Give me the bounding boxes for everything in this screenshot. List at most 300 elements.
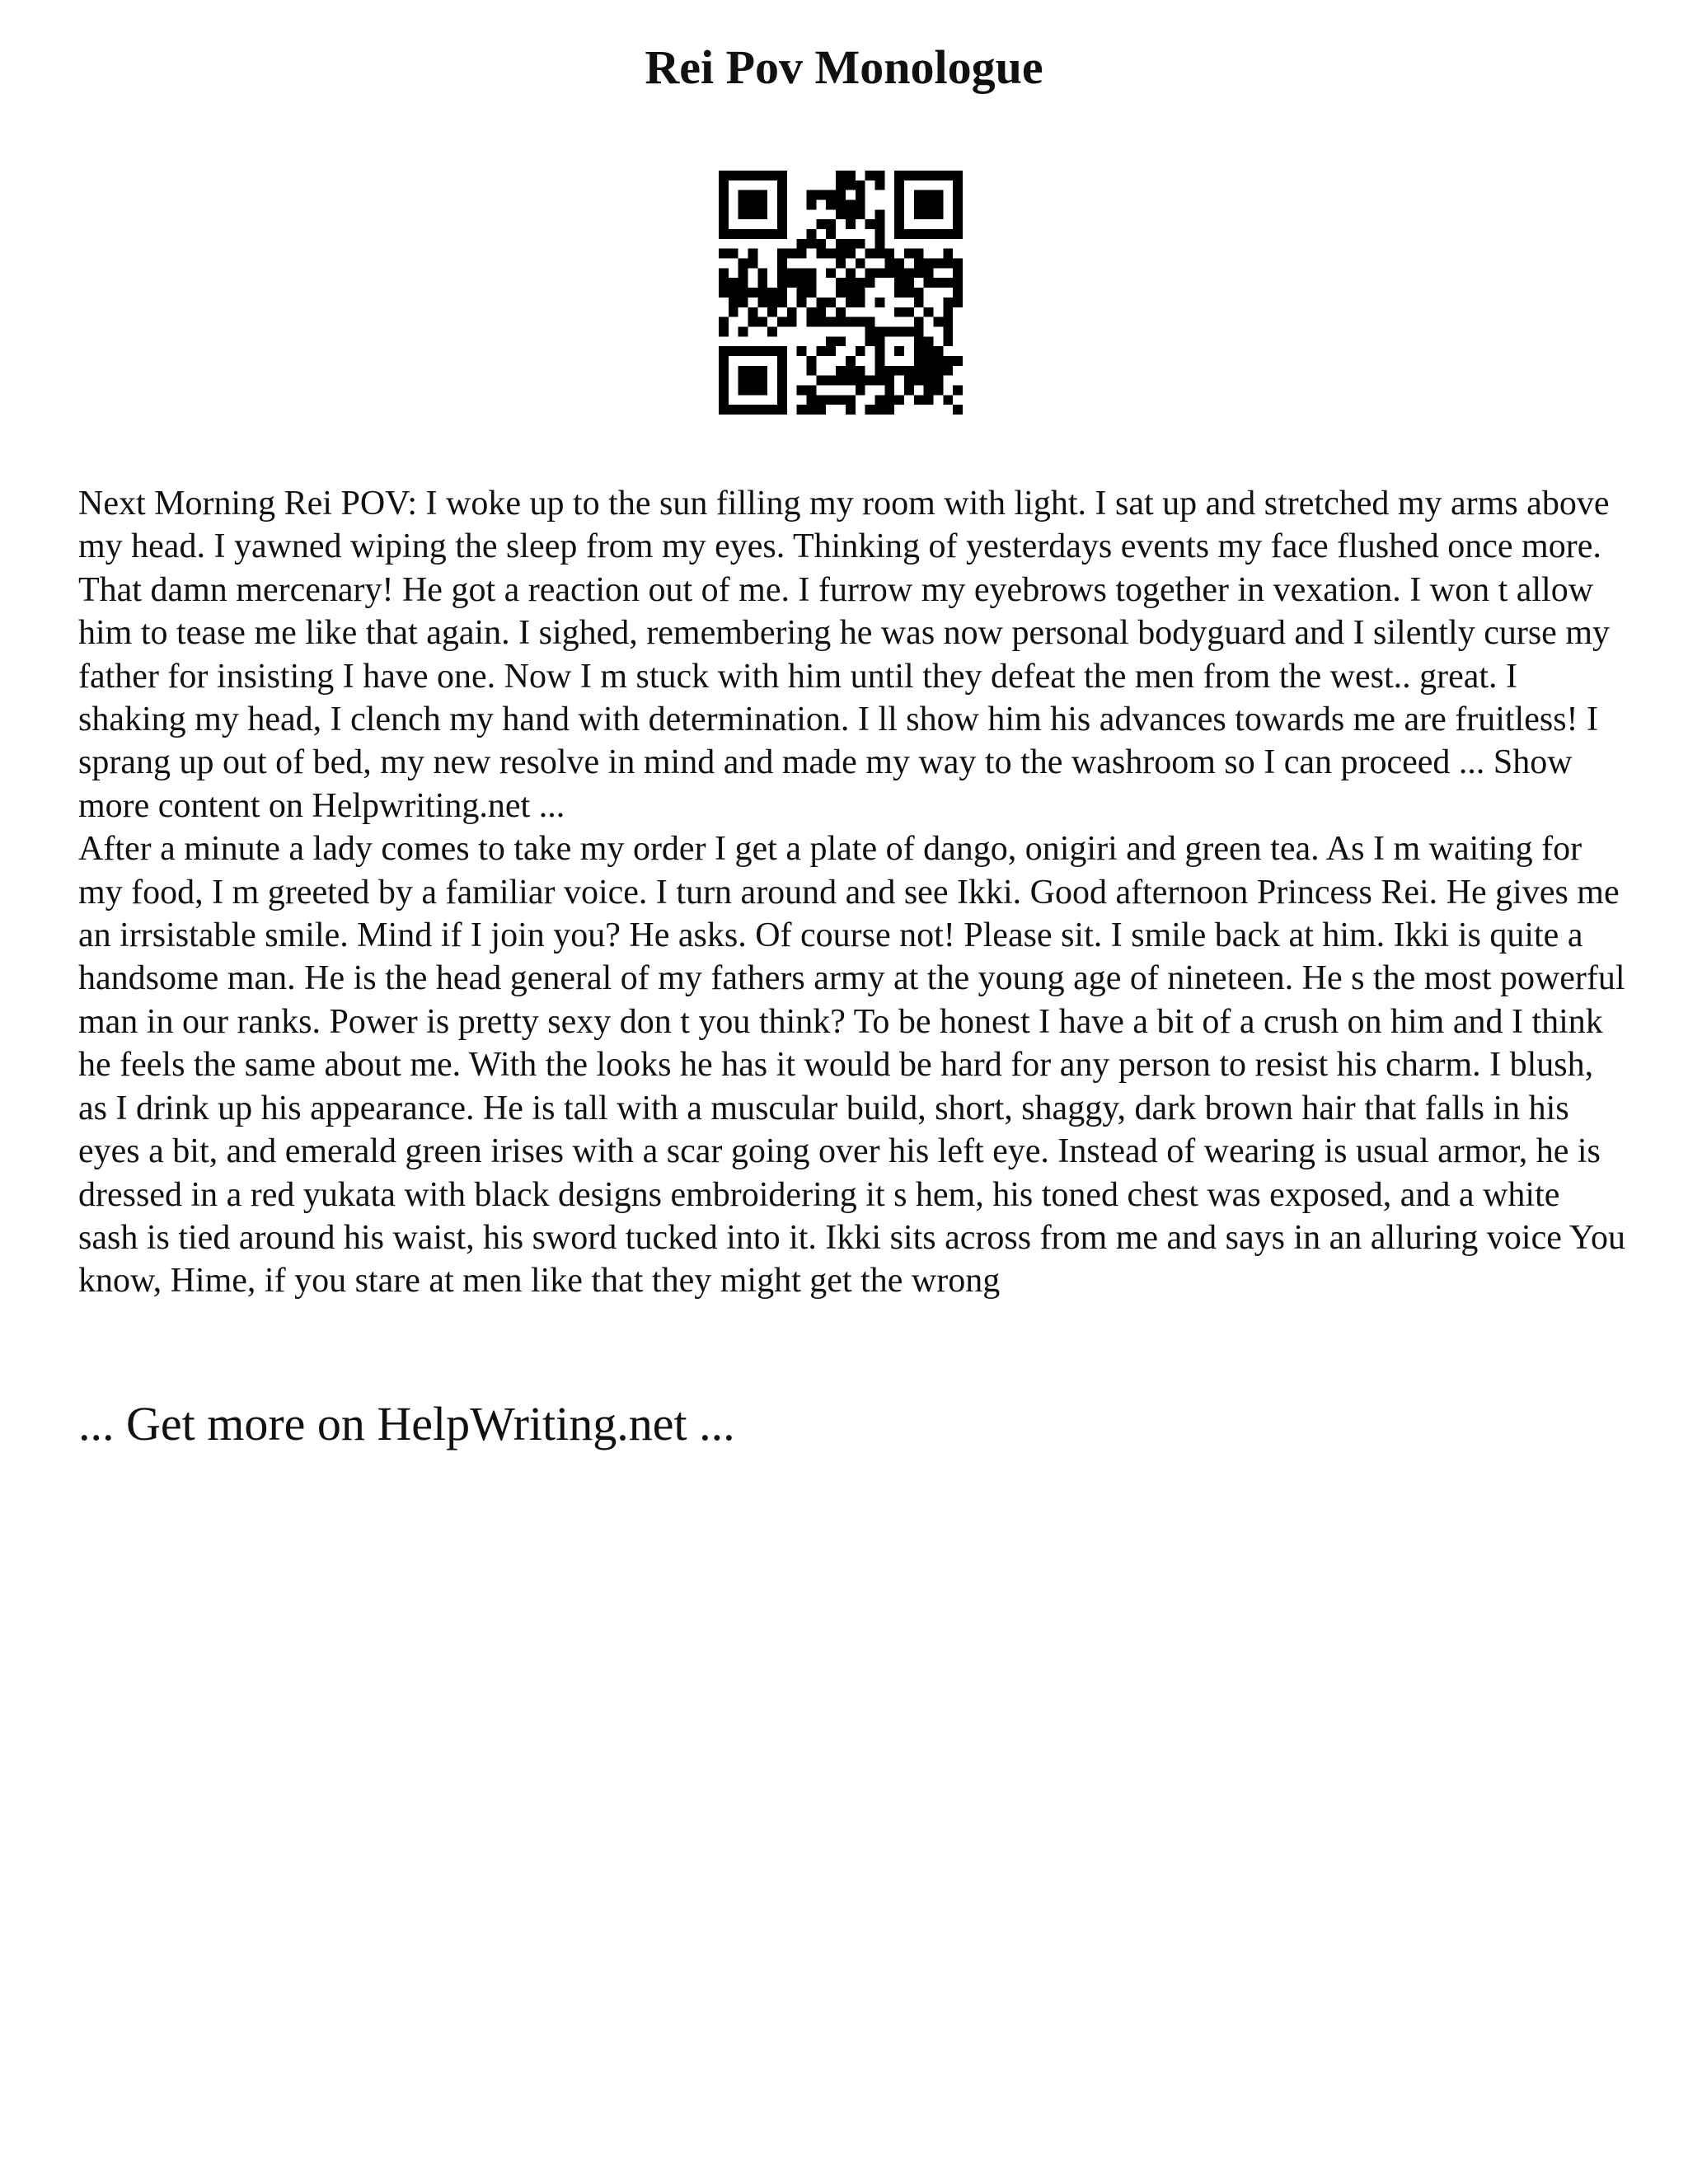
qr-module bbox=[884, 249, 894, 259]
qr-module bbox=[777, 219, 787, 229]
qr-module bbox=[729, 171, 738, 180]
qr-module bbox=[894, 278, 904, 288]
qr-module bbox=[807, 190, 817, 200]
qr-module bbox=[797, 249, 807, 259]
qr-module bbox=[719, 395, 729, 405]
qr-module bbox=[856, 366, 865, 376]
qr-module bbox=[874, 229, 884, 239]
qr-module bbox=[884, 385, 894, 395]
qr-module bbox=[933, 376, 943, 386]
qr-module bbox=[777, 180, 787, 190]
qr-module bbox=[914, 288, 924, 298]
qr-module bbox=[953, 278, 963, 288]
qr-module bbox=[757, 317, 767, 327]
qr-module bbox=[874, 376, 884, 386]
qr-module bbox=[933, 346, 943, 356]
qr-module bbox=[953, 190, 963, 200]
qr-module bbox=[767, 307, 777, 317]
qr-module bbox=[738, 229, 748, 239]
qr-module bbox=[933, 259, 943, 269]
qr-module bbox=[884, 376, 894, 386]
qr-module bbox=[933, 385, 943, 395]
qr-module bbox=[738, 268, 748, 278]
qr-module bbox=[826, 317, 836, 327]
qr-module bbox=[894, 259, 904, 269]
qr-module bbox=[846, 171, 856, 180]
qr-module bbox=[914, 229, 924, 239]
qr-module bbox=[777, 376, 787, 386]
qr-module bbox=[924, 209, 934, 219]
qr-module bbox=[797, 268, 807, 278]
qr-module bbox=[894, 366, 904, 376]
qr-module bbox=[933, 190, 943, 200]
qr-module bbox=[953, 356, 963, 366]
qr-code-icon bbox=[719, 171, 963, 415]
paragraph-1: Next Morning Rei POV: I woke up to the sun filling my room with light. I sat up and stretched my arms above my head. I yawned wiping the sleep from my eyes. Thinking of yesterdays events my face flushed once more. That damn mercenary! He got a reaction out of me. I furrow my eyebrows together in vexation. I won t allow him to tease me like that again. I sighed, remembering he was now personal bodyguard and I silently curse my father for insisting I have one. Now I m stuck with him until they defeat the men from the west.. great. I shaking my head, I clench my hand with determination. I ll show him his advances towards me are fruitless! I sprang up out of bed, my new resolve in mind and made my way to the washroom so I can proceed ... Show more content on Helpwriting.net ... bbox=[78, 485, 1610, 825]
qr-module bbox=[914, 171, 924, 180]
qr-module bbox=[826, 395, 836, 405]
qr-module bbox=[904, 268, 914, 278]
qr-module bbox=[924, 171, 934, 180]
qr-module bbox=[894, 209, 904, 219]
qr-module bbox=[894, 219, 904, 229]
qr-module bbox=[748, 249, 758, 259]
qr-module bbox=[924, 336, 934, 346]
qr-module bbox=[757, 268, 767, 278]
qr-module bbox=[865, 336, 875, 346]
qr-module bbox=[748, 317, 758, 327]
qr-module bbox=[719, 288, 729, 298]
qr-module bbox=[719, 278, 729, 288]
qr-module bbox=[719, 268, 729, 278]
qr-module bbox=[914, 200, 924, 210]
qr-module bbox=[748, 259, 758, 269]
qr-module bbox=[807, 229, 817, 239]
qr-module bbox=[719, 326, 729, 336]
qr-module bbox=[904, 385, 914, 395]
qr-module bbox=[904, 249, 914, 259]
qr-module bbox=[777, 190, 787, 200]
qr-module bbox=[846, 239, 856, 249]
qr-module bbox=[836, 366, 846, 376]
qr-module bbox=[807, 278, 817, 288]
qr-module bbox=[748, 288, 758, 298]
qr-module bbox=[933, 209, 943, 219]
qr-module bbox=[894, 288, 904, 298]
qr-module bbox=[914, 395, 924, 405]
qr-module bbox=[856, 278, 865, 288]
qr-module bbox=[816, 249, 826, 259]
qr-module bbox=[924, 346, 934, 356]
qr-module bbox=[953, 405, 963, 415]
qr-module bbox=[719, 219, 729, 229]
qr-module bbox=[719, 229, 729, 239]
qr-module bbox=[874, 239, 884, 249]
qr-module bbox=[884, 405, 894, 415]
qr-module bbox=[757, 298, 767, 307]
qr-module bbox=[856, 288, 865, 298]
qr-module bbox=[894, 307, 904, 317]
qr-module bbox=[914, 268, 924, 278]
qr-module bbox=[807, 366, 817, 376]
qr-module bbox=[719, 180, 729, 190]
qr-module bbox=[777, 298, 787, 307]
qr-module bbox=[914, 190, 924, 200]
qr-module bbox=[865, 219, 875, 229]
qr-module bbox=[874, 356, 884, 366]
qr-module bbox=[933, 356, 943, 366]
qr-module bbox=[894, 190, 904, 200]
qr-module bbox=[846, 288, 856, 298]
qr-module bbox=[846, 219, 856, 229]
qr-module bbox=[777, 385, 787, 395]
qr-module bbox=[757, 190, 767, 200]
qr-module bbox=[816, 395, 826, 405]
qr-module bbox=[738, 346, 748, 356]
qr-module bbox=[777, 278, 787, 288]
qr-module bbox=[729, 249, 738, 259]
qr-module bbox=[757, 405, 767, 415]
qr-module bbox=[836, 180, 846, 190]
qr-module bbox=[816, 405, 826, 415]
qr-module bbox=[748, 405, 758, 415]
qr-module bbox=[826, 229, 836, 239]
qr-module bbox=[874, 219, 884, 229]
page-title: Rei Pov Monologue bbox=[645, 40, 1043, 94]
qr-module bbox=[914, 209, 924, 219]
qr-module bbox=[757, 209, 767, 219]
qr-module bbox=[856, 346, 865, 356]
qr-module bbox=[738, 278, 748, 288]
qr-module bbox=[943, 278, 953, 288]
qr-module bbox=[719, 346, 729, 356]
qr-module bbox=[894, 200, 904, 210]
qr-module bbox=[865, 405, 875, 415]
qr-module bbox=[894, 171, 904, 180]
qr-module bbox=[884, 259, 894, 269]
qr-module bbox=[924, 376, 934, 386]
qr-module bbox=[904, 288, 914, 298]
qr-module bbox=[904, 171, 914, 180]
qr-module bbox=[777, 317, 787, 327]
qr-module bbox=[826, 376, 836, 386]
qr-module bbox=[874, 268, 884, 278]
qr-module bbox=[777, 200, 787, 210]
qr-module bbox=[943, 356, 953, 366]
qr-module bbox=[757, 385, 767, 395]
qr-module bbox=[719, 317, 729, 327]
qr-module bbox=[874, 346, 884, 356]
qr-module bbox=[846, 209, 856, 219]
qr-module bbox=[807, 385, 817, 395]
qr-module bbox=[787, 278, 797, 288]
qr-module bbox=[904, 278, 914, 288]
qr-module bbox=[943, 259, 953, 269]
qr-module bbox=[748, 200, 758, 210]
qr-module bbox=[924, 190, 934, 200]
qr-module bbox=[865, 268, 875, 278]
qr-module bbox=[924, 366, 934, 376]
qr-module bbox=[924, 200, 934, 210]
qr-module bbox=[943, 395, 953, 405]
qr-module bbox=[729, 405, 738, 415]
qr-module bbox=[874, 405, 884, 415]
qr-module bbox=[767, 346, 777, 356]
qr-module bbox=[924, 395, 934, 405]
qr-module bbox=[797, 278, 807, 288]
qr-module bbox=[953, 288, 963, 298]
qr-module bbox=[856, 317, 865, 327]
qr-module bbox=[836, 259, 846, 269]
qr-module bbox=[943, 317, 953, 327]
qr-module bbox=[894, 268, 904, 278]
qr-module bbox=[846, 200, 856, 210]
qr-module bbox=[836, 288, 846, 298]
qr-module bbox=[757, 229, 767, 239]
qr-module bbox=[787, 307, 797, 317]
qr-module bbox=[904, 366, 914, 376]
qr-module bbox=[807, 356, 817, 366]
qr-module bbox=[836, 376, 846, 386]
qr-module bbox=[953, 171, 963, 180]
qr-module bbox=[797, 405, 807, 415]
qr-module bbox=[777, 356, 787, 366]
qr-module bbox=[738, 366, 748, 376]
qr-module bbox=[738, 171, 748, 180]
qr-module bbox=[884, 326, 894, 336]
qr-module bbox=[748, 190, 758, 200]
qr-module bbox=[856, 200, 865, 210]
qr-module bbox=[856, 259, 865, 269]
qr-module bbox=[807, 200, 817, 210]
qr-module bbox=[719, 209, 729, 219]
qr-module bbox=[884, 395, 894, 405]
qr-module bbox=[757, 376, 767, 386]
qr-module bbox=[738, 326, 748, 336]
qr-module bbox=[777, 366, 787, 376]
qr-module bbox=[767, 171, 777, 180]
qr-module bbox=[943, 336, 953, 346]
qr-module bbox=[797, 385, 807, 395]
qr-module bbox=[738, 200, 748, 210]
qr-module bbox=[943, 229, 953, 239]
qr-module bbox=[943, 298, 953, 307]
qr-module bbox=[787, 249, 797, 259]
qr-module bbox=[719, 405, 729, 415]
qr-module bbox=[777, 268, 787, 278]
qr-module bbox=[874, 336, 884, 346]
qr-module bbox=[856, 239, 865, 249]
qr-module bbox=[846, 395, 856, 405]
qr-module bbox=[846, 405, 856, 415]
qr-module bbox=[816, 317, 826, 327]
qr-module bbox=[894, 326, 904, 336]
qr-module bbox=[865, 171, 875, 180]
qr-module bbox=[729, 298, 738, 307]
qr-module bbox=[816, 219, 826, 229]
qr-module bbox=[914, 259, 924, 269]
qr-module bbox=[748, 346, 758, 356]
qr-module bbox=[874, 249, 884, 259]
paragraph-2: After a minute a lady comes to take my order I get a plate of dango, onigiri and green tea. As I m waiting for my food, I m greeted by a familiar voice. I turn around and see Ikki. Good afternoon Princess Rei. He gives me an irrsistable smile. Mind if I join you? He asks. Of course not! Please sit. I smile back at him. Ikki is quite a handsome man. He is the head general of my fathers army at the young age of nineteen. He s the most powerful man in our ranks. Power is pretty sexy don t you think? To be honest I have a bit of a crush on him and I think he feels the same about me. With the looks he has it would be hard for any person to resist his charm. I blush, as I drink up his appearance. He is tall with a muscular build, short, shaggy, dark brown hair that falls in his eyes a bit, and emerald green irises with a scar going over his left eye. Instead of wearing is usual armor, he is dressed in a red yukata with black designs embroidering it s hem, his toned chest was exposed, and a white sash is tied around his waist, his sword tucked into it. Ikki sits across from me and says in an alluring voice You know, Hime, if you stare at men like that they might get the wrong bbox=[78, 830, 1625, 1301]
qr-module bbox=[748, 229, 758, 239]
qr-module bbox=[914, 326, 924, 336]
qr-module bbox=[874, 326, 884, 336]
qr-module bbox=[777, 288, 787, 298]
qr-module bbox=[738, 259, 748, 269]
qr-module bbox=[757, 171, 767, 180]
qr-module bbox=[836, 171, 846, 180]
qr-module bbox=[787, 317, 797, 327]
qr-module bbox=[738, 376, 748, 386]
qr-module bbox=[767, 298, 777, 307]
qr-module bbox=[729, 307, 738, 317]
qr-module bbox=[777, 395, 787, 405]
qr-module bbox=[719, 376, 729, 386]
qr-module bbox=[943, 307, 953, 317]
qr-module bbox=[846, 376, 856, 386]
qr-module bbox=[836, 336, 846, 346]
qr-module bbox=[836, 317, 846, 327]
qr-module bbox=[807, 307, 817, 317]
qr-module bbox=[874, 366, 884, 376]
qr-module bbox=[836, 190, 846, 200]
qr-module bbox=[953, 180, 963, 190]
qr-module bbox=[914, 298, 924, 307]
qr-module bbox=[777, 209, 787, 219]
qr-module bbox=[719, 200, 729, 210]
qr-module bbox=[729, 288, 738, 298]
qr-module bbox=[797, 346, 807, 356]
qr-module bbox=[933, 229, 943, 239]
qr-module bbox=[846, 356, 856, 366]
qr-module bbox=[748, 171, 758, 180]
qr-module bbox=[767, 326, 777, 336]
qr-module bbox=[904, 229, 914, 239]
qr-module bbox=[748, 385, 758, 395]
qr-module bbox=[874, 298, 884, 307]
qr-module bbox=[933, 317, 943, 327]
qr-module bbox=[846, 249, 856, 259]
qr-module bbox=[943, 171, 953, 180]
qr-module bbox=[914, 346, 924, 356]
qr-module bbox=[738, 209, 748, 219]
qr-module bbox=[719, 190, 729, 200]
qr-module bbox=[826, 268, 836, 278]
qr-module bbox=[953, 268, 963, 278]
qr-module bbox=[884, 366, 894, 376]
qr-module bbox=[719, 366, 729, 376]
qr-module bbox=[953, 200, 963, 210]
qr-module bbox=[846, 268, 856, 278]
qr-module bbox=[904, 307, 914, 317]
qr-module bbox=[874, 209, 884, 219]
qr-module bbox=[914, 336, 924, 346]
qr-module bbox=[914, 249, 924, 259]
qr-module bbox=[816, 307, 826, 317]
qr-module bbox=[807, 405, 817, 415]
qr-module bbox=[933, 200, 943, 210]
qr-module bbox=[807, 239, 817, 249]
qr-module bbox=[856, 209, 865, 219]
qr-module bbox=[719, 385, 729, 395]
qr-module bbox=[729, 346, 738, 356]
qr-module bbox=[924, 307, 934, 317]
qr-module bbox=[777, 259, 787, 269]
article-body bbox=[78, 482, 1628, 1303]
qr-module bbox=[777, 405, 787, 415]
qr-module bbox=[846, 180, 856, 190]
qr-module bbox=[904, 376, 914, 386]
qr-module bbox=[924, 278, 934, 288]
qr-module bbox=[865, 278, 875, 288]
qr-module bbox=[865, 317, 875, 327]
qr-module bbox=[719, 356, 729, 366]
qr-module bbox=[777, 346, 787, 356]
qr-module bbox=[757, 288, 767, 298]
qr-module bbox=[826, 219, 836, 229]
qr-module bbox=[797, 239, 807, 249]
qr-module bbox=[826, 336, 836, 346]
qr-module bbox=[738, 190, 748, 200]
qr-module bbox=[953, 229, 963, 239]
qr-module bbox=[738, 298, 748, 307]
qr-module bbox=[856, 180, 865, 190]
qr-module bbox=[807, 317, 817, 327]
qr-module bbox=[933, 366, 943, 376]
qr-module bbox=[767, 405, 777, 415]
qr-module bbox=[924, 356, 934, 366]
qr-module bbox=[924, 268, 934, 278]
qr-module bbox=[719, 249, 729, 259]
qr-module bbox=[807, 288, 817, 298]
qr-module bbox=[777, 249, 787, 259]
qr-module bbox=[953, 209, 963, 219]
qr-module bbox=[777, 171, 787, 180]
qr-code-graphic bbox=[719, 171, 963, 415]
qr-module bbox=[757, 366, 767, 376]
get-more-link[interactable]: ... Get more on HelpWriting.net ... bbox=[78, 1397, 735, 1451]
qr-module bbox=[738, 385, 748, 395]
qr-module bbox=[836, 307, 846, 317]
qr-module bbox=[836, 395, 846, 405]
qr-module bbox=[787, 268, 797, 278]
qr-module bbox=[914, 317, 924, 327]
qr-module bbox=[953, 298, 963, 307]
qr-module bbox=[856, 376, 865, 386]
qr-module bbox=[807, 395, 817, 405]
qr-module bbox=[914, 356, 924, 366]
qr-module bbox=[865, 326, 875, 336]
qr-module bbox=[865, 249, 875, 259]
qr-module bbox=[933, 171, 943, 180]
qr-module bbox=[914, 366, 924, 376]
qr-module bbox=[865, 376, 875, 386]
qr-module bbox=[846, 317, 856, 327]
qr-module bbox=[933, 278, 943, 288]
qr-module bbox=[729, 278, 738, 288]
qr-module bbox=[719, 171, 729, 180]
qr-module bbox=[738, 288, 748, 298]
qr-module bbox=[826, 190, 836, 200]
qr-module bbox=[748, 366, 758, 376]
qr-module bbox=[953, 385, 963, 395]
qr-module bbox=[894, 180, 904, 190]
qr-module bbox=[836, 200, 846, 210]
qr-module bbox=[757, 346, 767, 356]
qr-module bbox=[856, 298, 865, 307]
qr-module bbox=[874, 171, 884, 180]
